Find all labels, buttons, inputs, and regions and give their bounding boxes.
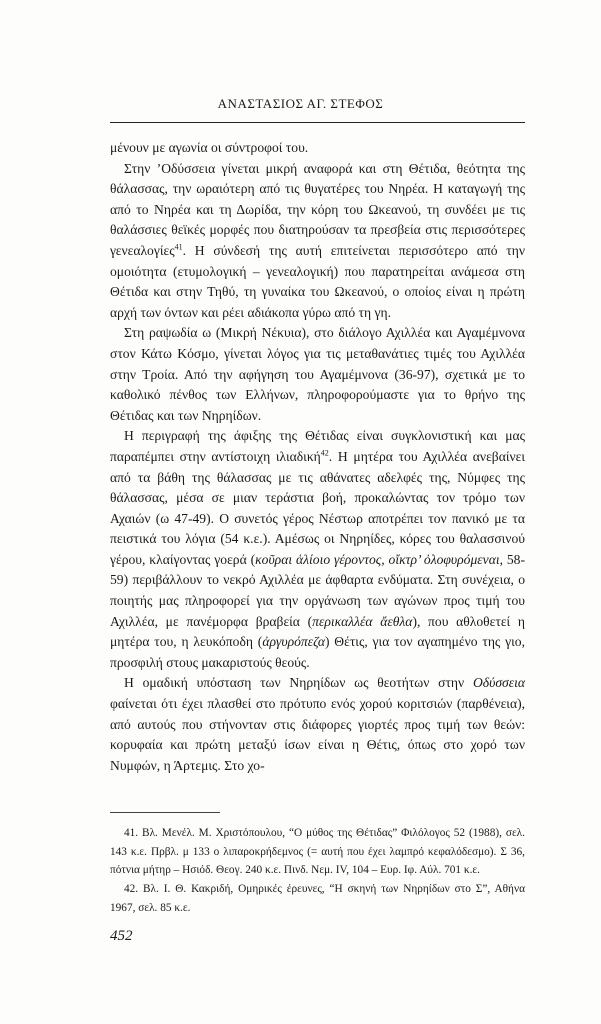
footnote-ref-42[interactable]: 42 xyxy=(320,448,329,458)
text-run: φαίνεται ότι έχει πλασθεί στο πρότυπο ενός χορού κοριτσιών (παρθένεια), από αυτούς που στήνονταν στις διάφορες γιορτές προς τιμή των θεών: κορυφαία και πρώτη μεταξύ ίσων είναι η Θέτις, όπως στο χορό των Νυμφών, η Άρτεμις. Στο χο- xyxy=(110,696,525,773)
work-title: Οδύσσεια xyxy=(472,675,525,691)
greek-quote: κοῦραι ἁλίοιο γέροντος, οἴκτρ’ ὀλοφυρόμεναι xyxy=(255,551,500,567)
paragraph-thetis-odyssey xyxy=(110,159,525,324)
page-number: 452 xyxy=(110,928,133,944)
running-header: ΑΝΑΣΤΑΣΙΟΣ ΑΓ. ΣΤΕΦΟΣ xyxy=(217,96,384,111)
footnote-42: 42. Βλ. Ι. Θ. Κακριδή, Ομηρικές έρευνες, “Η σκηνή των Νηρηίδων στο Σ”, Αθήνα 1967, σελ. 85 κ.ε. xyxy=(110,883,525,914)
paragraph-nereids-chorus xyxy=(110,673,525,776)
paragraph-continuation: μένουν με αγωνία οι σύντροφοί του. xyxy=(110,140,309,155)
footnotes xyxy=(110,824,525,918)
text-run: . Η μητέρα του Αχιλλέα ανεβαίνει από τα βάθη της θάλασσας με τις αθάνατες αδελφές της, Νύμφες της θάλασσας, μέσα σε μιαν τεράστια βοή, προκαλώντας τον τρόμο των Αχαιών (ω 47-49). Ο συνετός γέρος Νέστωρ αποτρέπει τον πανικό με τα πειστικά του λόγια (54 κ.ε.). Αμέσως οι Νηρηίδες, κόρες του θαλασσινού γέρου, κλαίγοντας γοερά ( xyxy=(110,448,525,567)
text-run: Στην ’Οδύσσεια γίνεται μικρή αναφορά και στη Θέτιδα, θεότητα της θάλασσας, την ωραιότερη από τις θυγατέρες του Νηρέα. Η καταγωγή της από το Νηρέα και τη Δωρίδα, την κόρη του Ωκεανού, τη συνδέει με τις θαλάσσιες θεϊκές μορφές που διατηρούσαν τα πρεσβεία στις περισσότερες γενεαλογίες xyxy=(110,160,525,258)
footnote-ref-41[interactable]: 41 xyxy=(174,242,183,252)
footnote-rule xyxy=(110,812,220,813)
text-run: Η ομαδική υπόσταση των Νηρηίδων ως θεοτήτων στην xyxy=(124,675,473,691)
greek-quote: περικαλλέα ἄεθλα xyxy=(312,613,413,629)
paragraph-arrival xyxy=(110,426,525,673)
header-rule xyxy=(110,122,525,123)
text-run: Η περιγραφή της άφιξης της Θέτιδας είναι συγκλονιστική και μας παραπέμπει στην αντίστοιχη ιλιαδική xyxy=(110,428,525,464)
text-run: , 58-59) περιβάλλουν το νεκρό Αχιλλέα με άφθαρτα ενδύματα. Στη συνέχεια, ο ποιητής μας πληροφορεί για την οργάνωση των αγώνων προς τιμή του Αχιλλέα, με πανέμορφα βραβεία ( xyxy=(110,551,525,629)
footnote-41: 41. Βλ. Μενέλ. Μ. Χριστόπουλου, “Ο μύθος της Θέτιδας” Φιλόλογος 52 (1988), σελ. 143 κ.ε. Πρβλ. μ 133 ο λιπαροκρήδεμνος (= αυτή που έχει λαμπρό κεφαλόδεσμο). Σ 36, πότνια μήτηρ – Ησιόδ. Θεογ. 240 κ.ε. Πινδ. Νεμ. IV, 104 – Ευρ. Ιφ. Αύλ. 701 κ.ε. xyxy=(110,827,525,877)
text-run: . Η σύνδεσή της αυτή επιτείνεται περισσότερο από την ομοιότητα (ετυμολογική – γενεαλογική) που παρατηρείται ανάμεσα στη Θέτιδα και στην Τηθύ, τη γυναίκα του Ωκεανού, ο οποίος είναι η πρώτη αρχή των όντων και ρέει αδιάκοπα γύρω από τη γη. xyxy=(110,242,525,320)
text-run: ) Θέτις, για τον αγαπημένο της γιο, προσφιλή στους μακαριστούς θεούς. xyxy=(110,634,525,670)
main-text xyxy=(110,138,525,776)
paragraph-nekyia: Στη ραψωδία ω (Μικρή Νέκυια), στο διάλογο Αχιλλέα και Αγαμέμνονα στον Κάτω Κόσμο, γίνεται λόγος για τις μεταθανάτιες τιμές του Αχιλλέα στην Τροία. Από την αφήγηση του Αγαμέμνονα (36-97), σχετικά με το καθολικό πένθος των Ελλήνων, πληροφορούμαστε για το θρήνο της Θέτιδας και των Νηρηίδων. xyxy=(110,325,525,423)
greek-quote: ἀργυρόπεζα xyxy=(262,634,325,650)
text-run: ), που αθλοθετεί η μητέρα του, η λευκόποδη ( xyxy=(110,613,525,650)
